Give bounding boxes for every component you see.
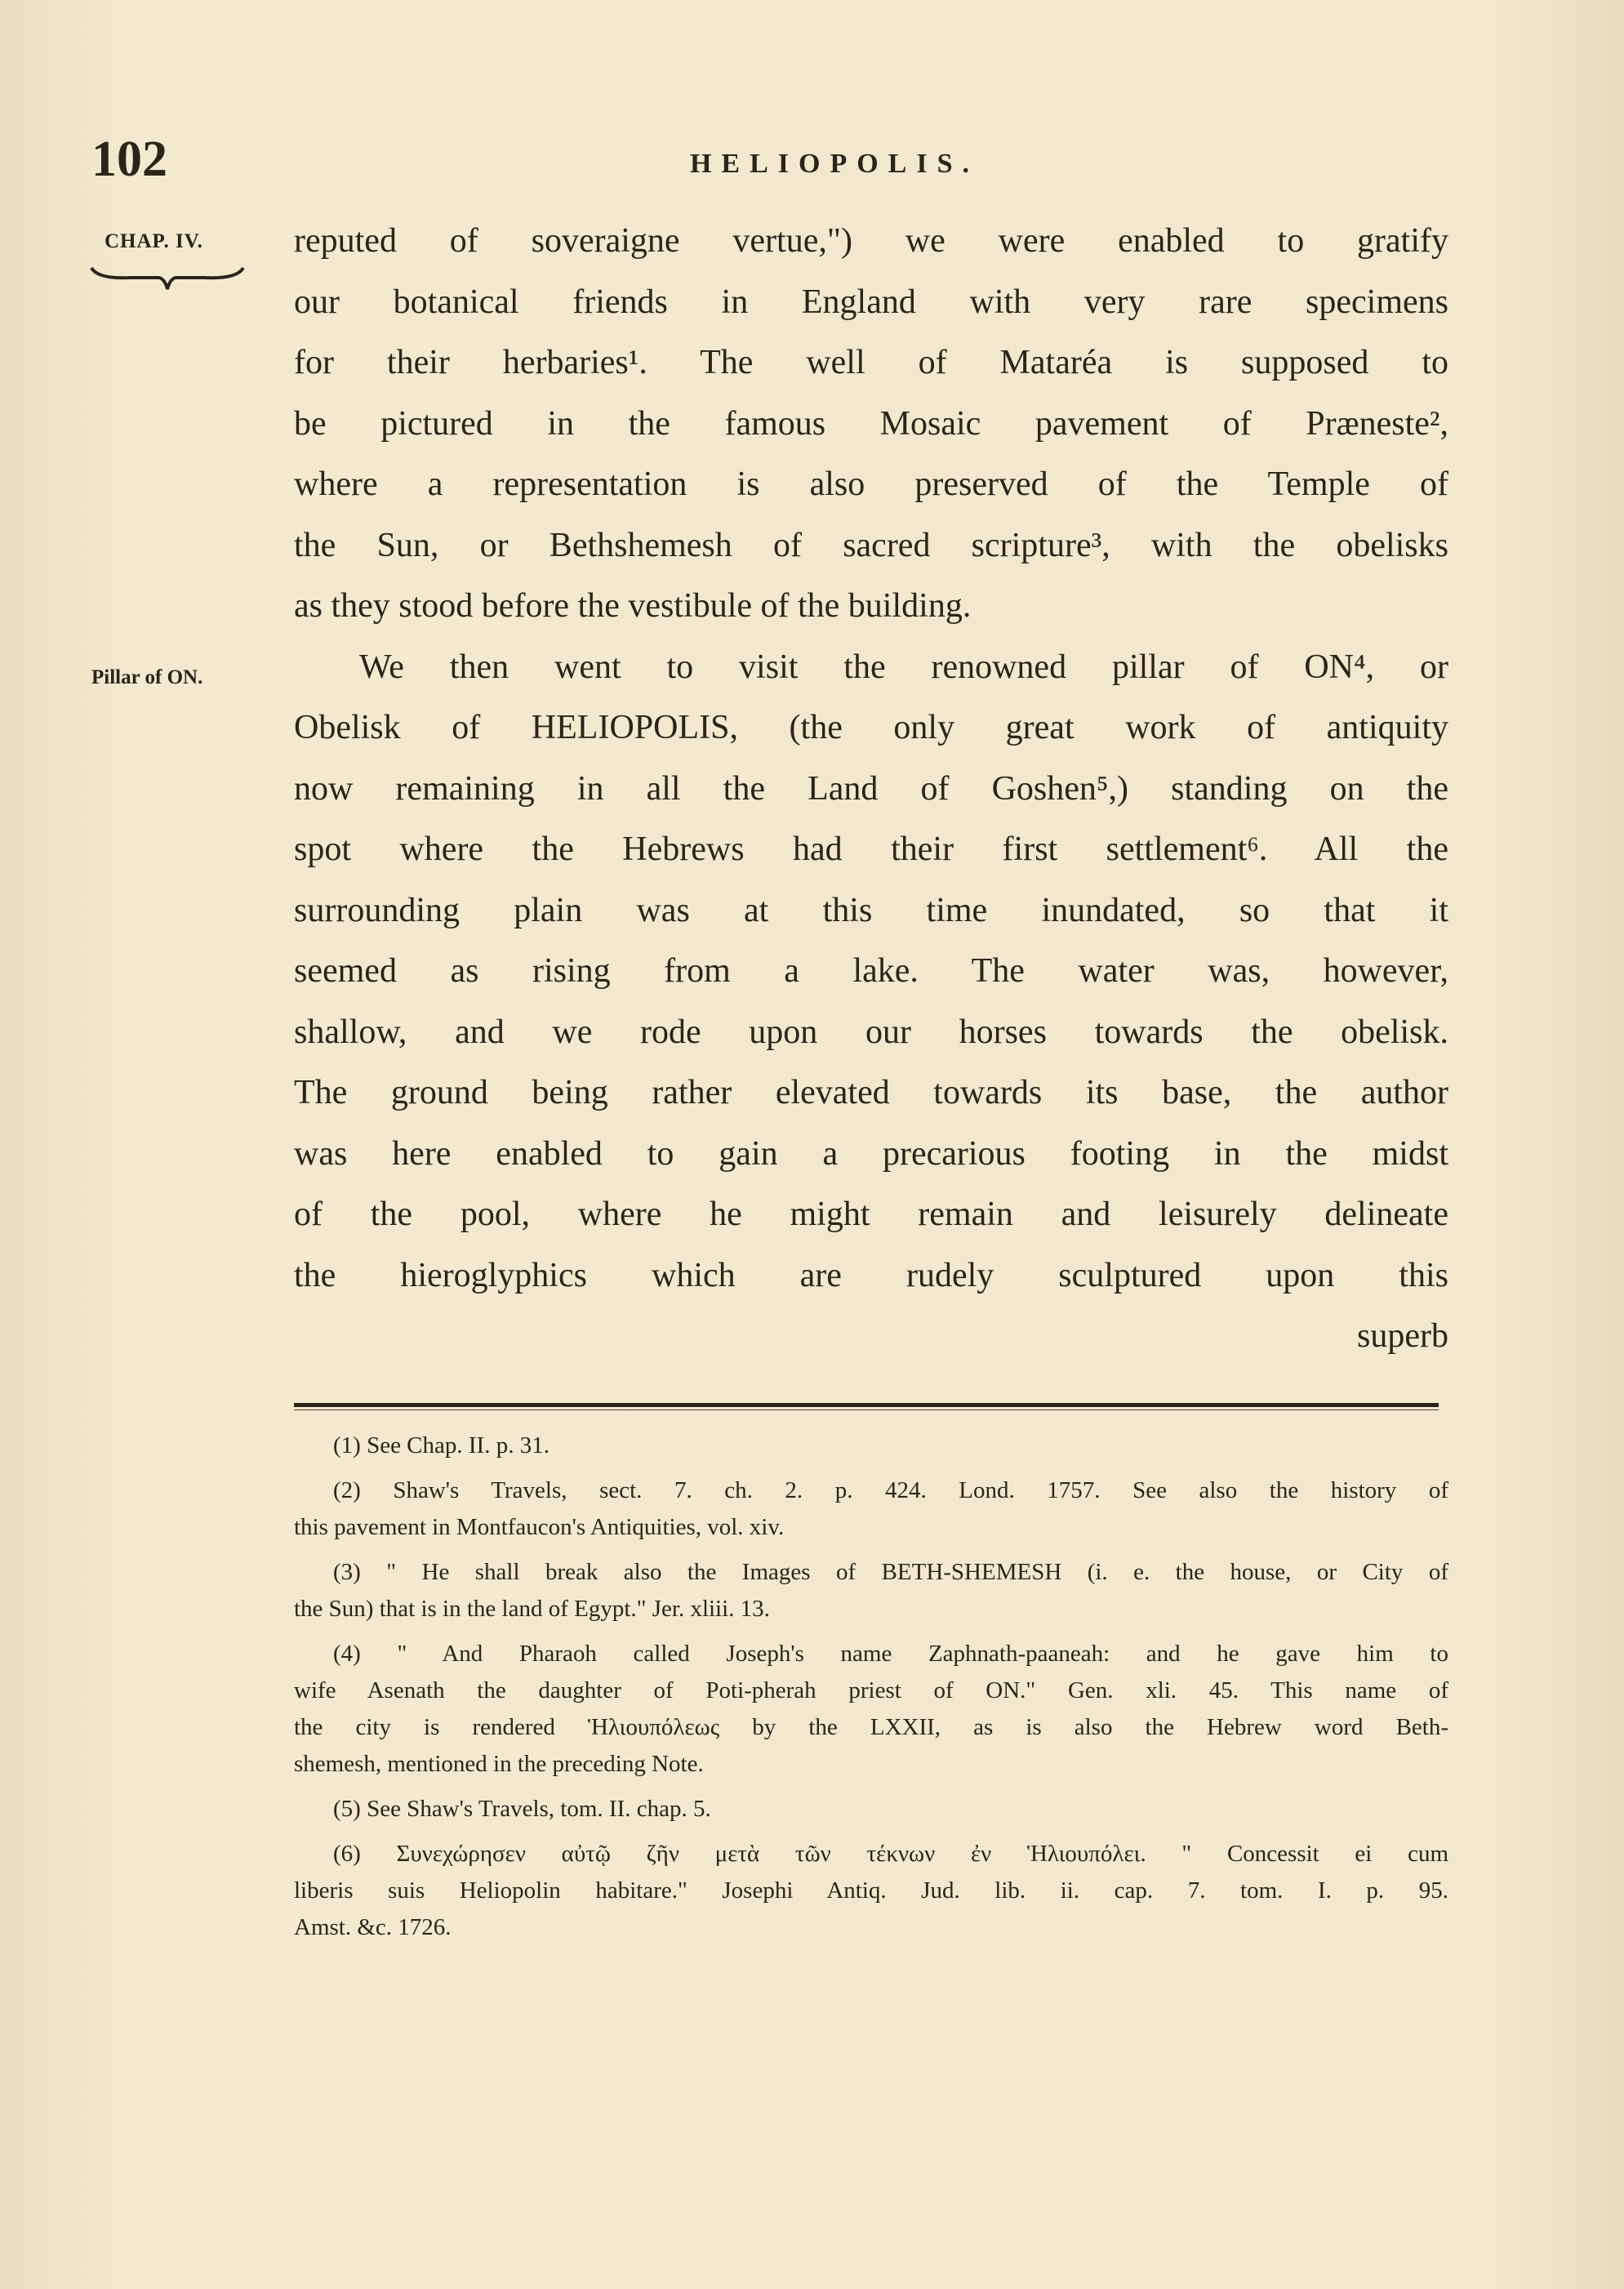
footnote-line: (3) " He shall break also the Images of BETH-SHEMESH (i. e. the house, or City of (333, 1559, 1448, 1585)
footnote-line: (1) See Chap. II. p. 31. (333, 1432, 549, 1458)
body-line: now remaining in all the Land of Goshen⁵,) standing on the (294, 769, 1448, 808)
body-line: where a representation is also preserved of the Temple of (294, 465, 1448, 503)
footnote-line: (6) Συνεχώρησεν αὐτῷ ζῆν μετὰ τῶν τέκνων ἐν Ἡλιουπόλει. " Concessit ei cum (333, 1841, 1448, 1867)
footnote-line: (5) See Shaw's Travels, tom. II. chap. 5. (333, 1796, 711, 1822)
footnote-rule-thin (294, 1409, 1439, 1410)
footnote-line: shemesh, mentioned in the preceding Note. (294, 1751, 704, 1777)
chapter-label: CHAP. IV. (105, 230, 203, 252)
catchword: superb (1357, 1317, 1448, 1355)
footnote-line: (2) Shaw's Travels, sect. 7. ch. 2. p. 424. Lond. 1757. See also the history of (333, 1477, 1448, 1503)
body-line: was here enabled to gain a precarious footing in the midst (294, 1134, 1448, 1173)
body-line: shallow, and we rode upon our horses towards the obelisk. (294, 1013, 1448, 1051)
body-line: spot where the Hebrews had their first settlement⁶. All the (294, 831, 1448, 868)
body-text (294, 211, 1448, 1367)
footnote-line: wife Asenath the daughter of Poti-pherah priest of ON." Gen. xli. 45. This name of (294, 1677, 1448, 1703)
body-line: We then went to visit the renowned pillar of ON⁴, or (359, 648, 1448, 686)
body-line: our botanical friends in England with very rare specimens (294, 283, 1448, 321)
footnote-line: Amst. &c. 1726. (294, 1914, 452, 1940)
body-line: be pictured in the famous Mosaic pavement of Præneste², (294, 404, 1448, 443)
running-title: HELIOPOLIS. (689, 149, 979, 179)
footnote-line: the city is rendered Ἡλιουπόλεως by the LXXII, as is also the Hebrew word Beth- (294, 1714, 1448, 1740)
body-line: of the pool, where he might remain and leisurely delineate (294, 1196, 1448, 1233)
footnote-line: this pavement in Montfaucon's Antiquities, vol. xiv. (294, 1514, 785, 1540)
body-line: the Sun, or Bethshemesh of sacred scripture³, with the obelisks (294, 526, 1448, 564)
body-line: The ground being rather elevated towards its base, the author (294, 1074, 1448, 1111)
body-line: for their herbaries¹. The well of Mataréa is supposed to (294, 344, 1448, 381)
footnote-line: the Sun) that is in the land of Egypt." Jer. xliii. 13. (294, 1596, 770, 1622)
body-line: reputed of soveraigne vertue,") we were enabled to gratify (294, 222, 1448, 260)
body-line: seemed as rising from a lake. The water was, however, (294, 952, 1448, 990)
body-line: as they stood before the vestibule of the building. (294, 587, 972, 625)
footnote-line: (4) " And Pharaoh called Joseph's name Zaphnath-paaneah: and he gave him to (333, 1641, 1448, 1667)
body-line: surrounding plain was at this time inundated, so that it (294, 891, 1448, 929)
footnotes (294, 1427, 1448, 1946)
footnote-line: liberis suis Heliopolin habitare." Josephi Antiq. Jud. lib. ii. cap. 7. tom. I. p. 95. (294, 1877, 1448, 1904)
body-line: the hieroglyphics which are rudely sculptured upon this (294, 1256, 1448, 1294)
body-line: Obelisk of HELIOPOLIS, (the only great work of antiquity (294, 709, 1448, 746)
side-note: Pillar of ON. (91, 666, 203, 688)
brace-ornament (90, 261, 245, 294)
page-header (91, 131, 1447, 196)
footnote-rule (294, 1403, 1439, 1407)
page-number: 102 (91, 131, 167, 187)
